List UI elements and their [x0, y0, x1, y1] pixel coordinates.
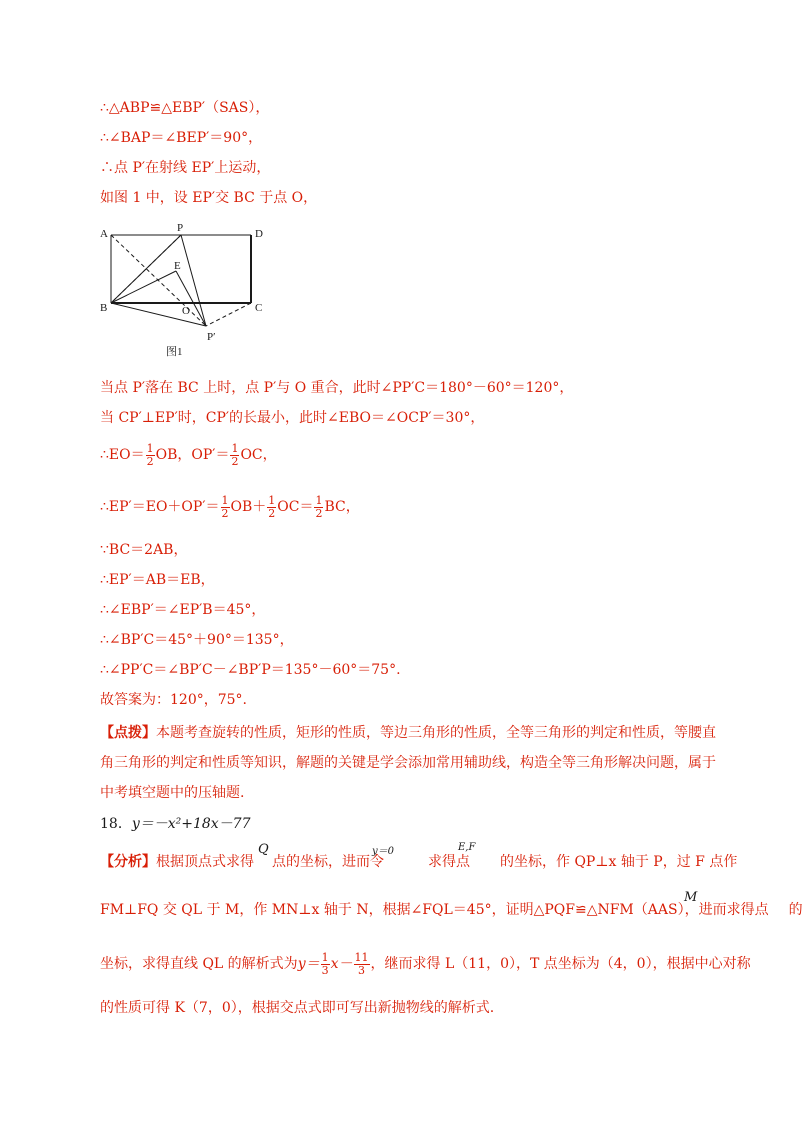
- equation-part: x－: [330, 956, 353, 972]
- solution-line-11: ∴∠EBP′＝∠EP′B＝45°，: [100, 602, 266, 618]
- label-A: A: [100, 228, 108, 240]
- text-segment: ∴EP′＝EO＋OP′＝: [100, 499, 220, 515]
- text-segment: 的坐标，作 QP⊥x 轴于 P，过 F 点作: [500, 854, 738, 870]
- text-segment: ，继而求得 L（11，0），T 点坐标为（4，0），根据中心对称: [370, 956, 751, 972]
- label-O: O: [182, 305, 190, 317]
- text-segment: 坐标，求得直线 QL 的解析式为: [100, 956, 298, 972]
- solution-line-12: ∴∠BP′C＝45°＋90°＝135°，: [100, 632, 294, 648]
- equation-part: y＝: [297, 956, 320, 972]
- label-E: E: [174, 260, 181, 272]
- solution-line-4: 如图 1 中，设 EP′交 BC 于点 O，: [100, 190, 318, 206]
- text-segment: 求得点: [428, 854, 470, 870]
- dianbo-text: 本题考查旋转的性质，矩形的性质，等边三角形的性质，全等三角形的判定和性质，等腰直角三角形的判定和性质等知识，解题的关键是学会添加常用辅助线，构造全等三角形解决问题，属于中考填空题中的压轴题.: [100, 725, 716, 801]
- label-B: B: [100, 302, 108, 314]
- symbol-Q: Q: [258, 842, 269, 857]
- label-D: D: [255, 228, 263, 240]
- text-segment: BC，: [324, 499, 360, 515]
- text-segment: 的: [788, 902, 803, 918]
- solution-line-9: ∵BC＝2AB，: [100, 542, 188, 558]
- text-segment: 点的坐标，进而令: [272, 854, 384, 870]
- fraction-half: $\frac{1}{2}$: [146, 441, 154, 468]
- symbol-EF: E,F: [458, 842, 476, 853]
- question-18: [100, 814, 251, 834]
- text-segment: FM⊥FQ 交 QL 于 M，作 MN⊥x 轴于 N，根据∠FQL＝45°，证明△PQF≌△NFM（AAS），进而求得点: [100, 902, 769, 918]
- solution-line-3: ∴点 P′在射线 EP′上运动，: [100, 160, 271, 176]
- solution-line-14: 故答案为：120°，75°.: [100, 692, 247, 708]
- solution-line-13: ∴∠PP′C＝∠BP′C－∠BP′P＝135°－60°＝75°.: [100, 662, 401, 678]
- solution-line-8: [100, 494, 360, 520]
- label-C: C: [255, 302, 263, 314]
- solution-line-6: 当 CP′⊥EP′时，CP′的长最小，此时∠EBO＝∠OCP′＝30°，: [100, 410, 485, 426]
- text-segment: OC，: [240, 447, 277, 463]
- label-P-prime: P′: [207, 331, 216, 343]
- text-segment: 根据顶点式求得: [156, 854, 254, 870]
- question-number: 18．: [100, 816, 132, 832]
- dianbo-paragraph: [100, 718, 720, 808]
- solution-line-2: ∴∠BAP＝∠BEP′＝90°，: [100, 130, 263, 146]
- fraction-half: $\frac{1}{2}$: [268, 493, 276, 520]
- solution-line-7: [100, 442, 277, 468]
- fenxi-line-4: 的性质可得 K（7，0），根据交点式即可写出新抛物线的解析式.: [100, 1000, 495, 1016]
- text-segment: ∴EO＝: [100, 447, 145, 463]
- dianbo-tag: 【点拨】: [100, 725, 156, 741]
- equation-y-zero: y＝0: [372, 846, 395, 857]
- fenxi-line-1: [100, 852, 737, 872]
- question-answer: y＝－x²+18x－77: [131, 816, 251, 832]
- solution-line-5: 当点 P′落在 BC 上时，点 P′与 O 重合，此时∠PP′C＝180°－60°＝120°，: [100, 380, 574, 396]
- fraction-half: $\frac{1}{2}$: [231, 441, 239, 468]
- figure-caption: 图1: [166, 346, 183, 358]
- label-P: P: [177, 222, 184, 234]
- text-segment: OB＋: [230, 499, 267, 515]
- fenxi-line-3: [100, 951, 751, 977]
- fenxi-tag: 【分析】: [100, 854, 156, 870]
- geometry-figure-1: [96, 218, 276, 358]
- fraction-eleven-thirds: $\frac{11}{3}$: [354, 950, 369, 977]
- solution-line-10: ∴EP′＝AB＝EB，: [100, 572, 215, 588]
- text-segment: OB，OP′＝: [155, 447, 230, 463]
- fraction-one-third: $\frac{1}{3}$: [321, 950, 329, 977]
- text-segment: OC＝: [277, 499, 314, 515]
- fraction-half: $\frac{1}{2}$: [221, 493, 229, 520]
- solution-line-1: ∴△ABP≌△EBP′（SAS），: [100, 100, 270, 116]
- symbol-M: M: [684, 890, 698, 905]
- fraction-half: $\frac{1}{2}$: [315, 493, 323, 520]
